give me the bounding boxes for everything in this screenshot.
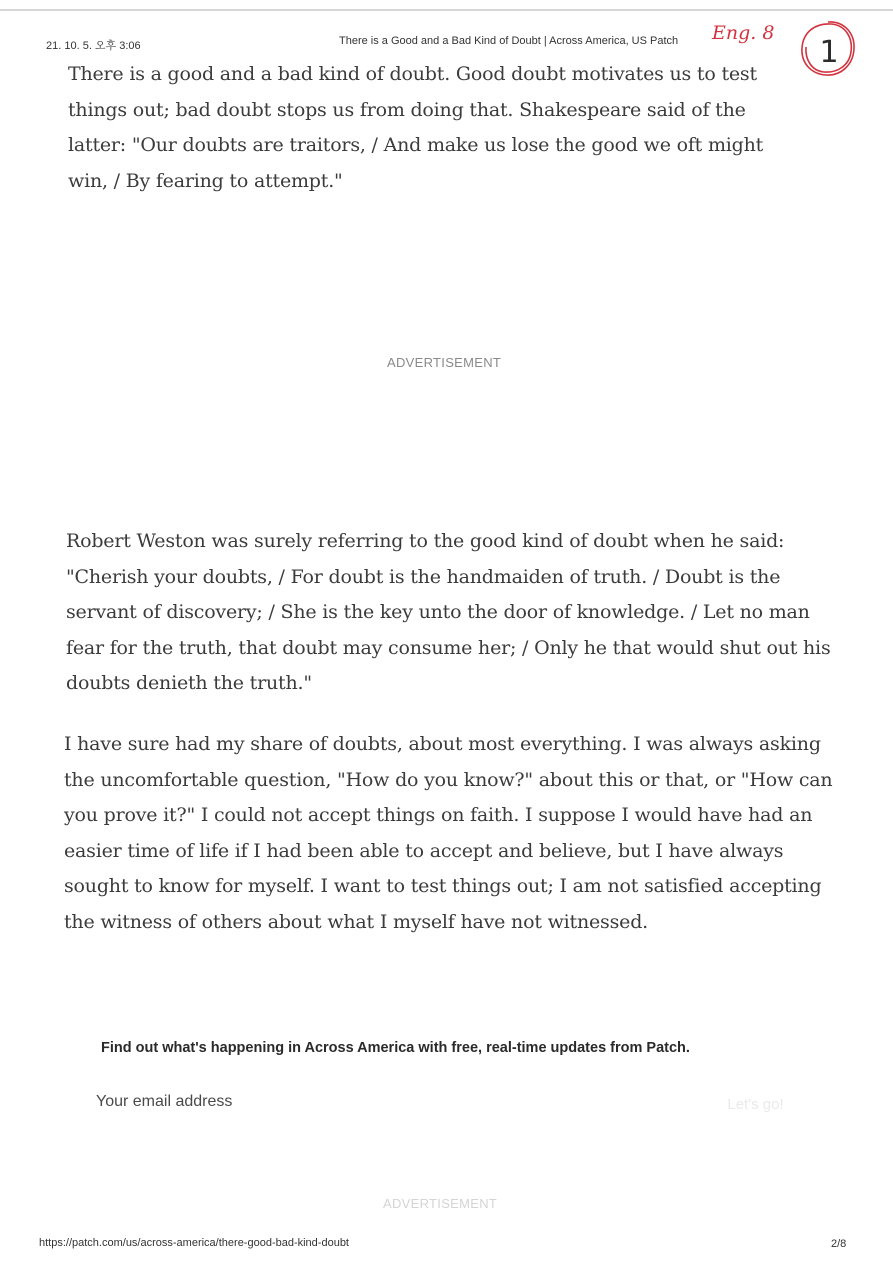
print-page-title: There is a Good and a Bad Kind of Doubt | Across America, US Patch — [339, 35, 679, 47]
newsletter-heading: Find out what's happening in Across America with free, real-time updates from Patch. — [101, 1040, 690, 1056]
article-paragraph-1: There is a good and a bad kind of doubt. Good doubt motivates us to test things out; bad doubt stops us from doing that. Shakespeare said of the latter: "Our doubts are traitors, / And make us lose the good we oft might win, / By fearing to attempt." — [68, 63, 764, 192]
print-date: 21. 10. 5. 오후 3:06 — [46, 40, 141, 52]
article-paragraph-3: I have sure had my share of doubts, about most everything. I was always asking the uncomfortable question, "How do you know?" about this or that, or "How can you prove it?" I could not accept things on faith. I suppose I would have had an easier time of life if I had been able to accept and believe, but I have always sought to know for myself. I want to test things out; I am not satisfied accepting the witness of others about what I myself have not witnessed. — [64, 733, 833, 933]
advertisement-label: ADVERTISEMENT — [387, 355, 502, 370]
top-divider — [0, 9, 893, 11]
advertisement-label-bottom: ADVERTISEMENT — [383, 1196, 498, 1211]
circled-number: 1 — [819, 35, 839, 70]
article-paragraph-2: Robert Weston was surely referring to the good kind of doubt when he said: "Cherish your doubts, / For doubt is the handmaiden of truth. / Doubt is the servant of discovery; / She is the key unto the door of knowledge. / Let no man fear for the truth, that doubt may consume her; / Only he that would shut out his doubts denieth the truth." — [66, 530, 831, 695]
print-url: https://patch.com/us/across-america/there-good-bad-kind-doubt — [39, 1237, 349, 1249]
handwritten-label: Eng. 8 — [712, 22, 775, 44]
page-number: 2/8 — [831, 1238, 847, 1250]
signup-submit-button[interactable]: Let's go! — [708, 1088, 803, 1120]
email-field[interactable] — [88, 1086, 708, 1118]
